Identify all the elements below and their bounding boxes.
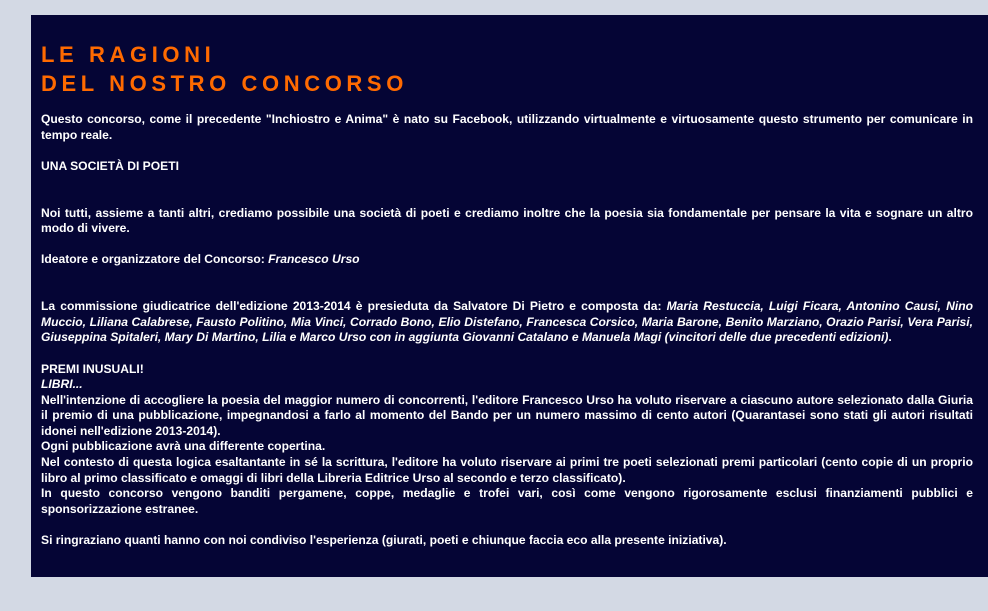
title-line-1: LE RAGIONI — [41, 42, 216, 67]
prizes-paragraph-4: In questo concorso vengono banditi pergamene, coppe, medaglie e trofei vari, così come vengono rigorosamente esclusi finanziamenti pubblici e sponsorizzazione estranee. — [41, 486, 973, 516]
prizes-paragraph-3: Nel contesto di questa logica esaltantante in sé la scrittura, l'editore ha voluto riservare ai primi tre poeti selezionati premi particolari (cento copie di un proprio libro al primo classificato e omaggi di libri della Libreria Editrice Urso al secondo e terzo classificato). — [41, 455, 973, 485]
prizes-paragraph-2: Ogni pubblicazione avrà una differente copertina. — [41, 439, 326, 454]
society-paragraph: Noi tutti, assieme a tanti altri, crediamo possibile una società di poeti e crediamo inoltre che la poesia sia fondamentale per pensare la vita e sognare un altro modo di vivere. — [41, 205, 973, 236]
commission-end: . — [888, 330, 892, 345]
article-body — [41, 112, 973, 549]
organizer-label: Ideatore e organizzatore del Concorso: — [41, 252, 269, 267]
page-title — [41, 40, 973, 98]
title-line-2: DEL NOSTRO CONCORSO — [41, 71, 408, 96]
commission-members: Maria Restuccia, Luigi Ficara, Antonino Causi, Nino Muccio, Liliana Calabrese, Fausto Politino, Mia Vinci, Corrado Bono, Elio Distefano, Francesca Corsico, Maria Barone, Benito Marziano, Orazio Parisi, Vera Parisi, Giuseppina Spitaleri, Mary Di Martino, Lilia e Marco Urso con in aggiunta Giovanni Catalano e Manuela Magi (vincitori delle due precedenti edizioni) — [41, 299, 973, 345]
prizes-paragraph-1: Nell'intenzione di accogliere la poesia del maggior numero di concorrenti, l'editore Francesco Urso ha voluto riservare a ciascuno autore selezionato dalla Giuria il premio di una pubblicazione, impegnandosi a farlo al momento del Bando per un numero massimo di cento autori (Quarantasei sono stati gli autori risultati idonei nell'edizione 2013-2014). — [41, 392, 973, 438]
prizes-heading: PREMI INUSUALI! — [41, 361, 144, 376]
intro-paragraph: Questo concorso, come il precedente "Inchiostro e Anima" è nato su Facebook, utilizzando virtualmente e virtuosamente questo strumento per comunicare in tempo reale. — [41, 112, 973, 142]
section-heading-society: UNA SOCIETÀ DI POETI — [41, 158, 179, 173]
organizer-line — [41, 252, 973, 268]
thanks-paragraph: Si ringraziano quanti hanno con noi condiviso l'esperienza (giurati, poeti e chiunque faccia eco alla presente iniziativa). — [41, 533, 727, 548]
commission-text: La commissione giudicatrice dell'edizione 2013-2014 è presieduta da Salvatore Di Pietro e composta da: — [41, 299, 667, 314]
organizer-name: Francesco Urso — [268, 252, 360, 267]
books-heading: LIBRI... — [41, 377, 83, 392]
commission-paragraph — [41, 299, 973, 346]
content-panel — [31, 15, 988, 577]
